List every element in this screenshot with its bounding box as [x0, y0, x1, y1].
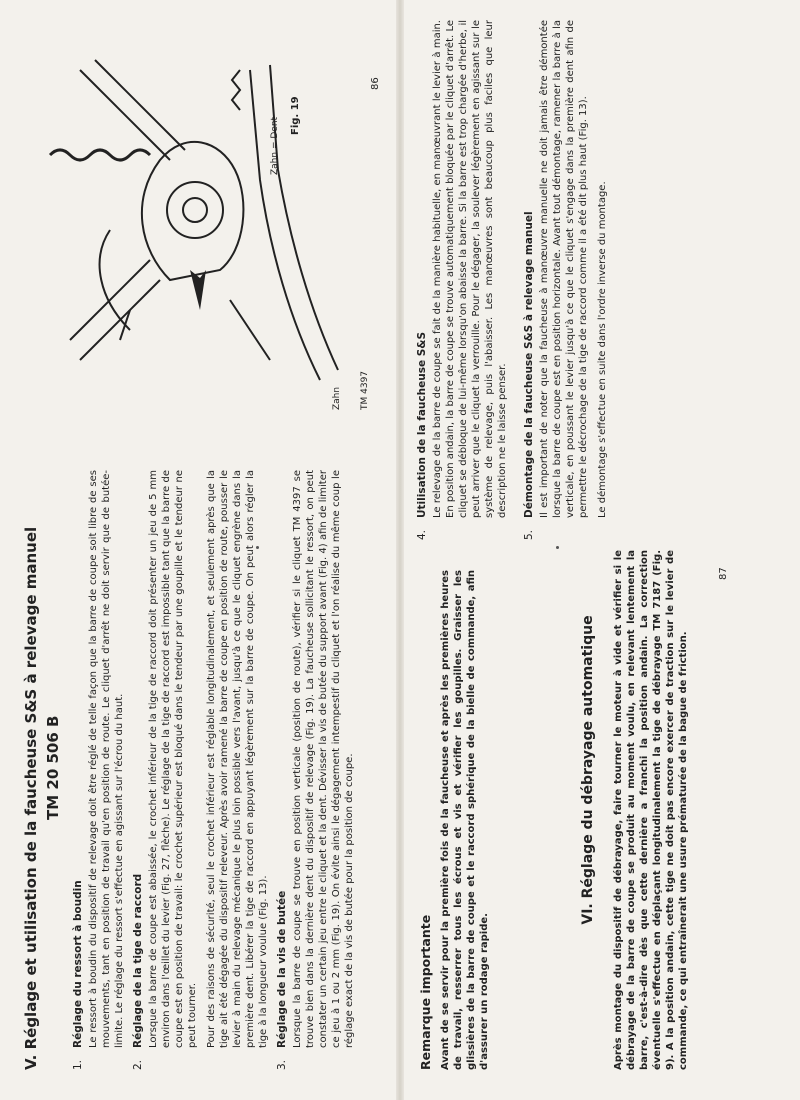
section-title-3: 3.Réglage de la vis de butée [276, 890, 288, 1070]
page-number: 87 [718, 567, 729, 580]
section-paragraph: Lorsque la barre de coupe se trouve en position verticale (position de route), vérifier si le cliquet TM 4397 se trouve bien dans la dernière dent du dispositif de relevage (Fig. 19). La faucheuse sollicitant le ressort, on peut constater un certain jeu entre le cliquet et la dent. Dévisser la vis de butée du support avant (Fig. 4) afin de limiter ce jeu à 1 ou 2 mm (Fig. 19). On évite ainsi le dégagement intempestif du cliquet et l'on réalise du même coup le réglage exact de la vis de butée pour la position de coupe. [292, 470, 355, 1048]
section-paragraph: Pour des raisons de sécurité, seul le crochet inférieur est réglable longitudinalement, et seulement après que la tige ait été dégagée du dispositif releveur. Après avoir ramené la barre de coupe en position de route, pousser le levier à main du relevage mécanique le plus loin possible vers l'avant, jusqu'à ce que le cliquet engrène dans la première dent. Libérer la tige de raccord en appuyant légèrement sur la barre de coupe. On peut alors régler la tige à la longueur voulue (Fig. 13). [206, 470, 269, 1048]
section-paragraph: Lorsque la barre de coupe est abaissée, le crochet inférieur de la tige de raccord doit présenter un jeu de 5 mm environ dans l'œillet du levier (Fig. 27, flèche). Le réglage de la tige de raccord est impossible tant que la barre de coupe est en position de travail: le crochet supérieur est bloqué dans le tendeur par une goupille et le tendeur ne peut tourner. [148, 470, 198, 1048]
chapter-text: Après montage du dispositif de débrayage, faire tourner le moteur à vide et vérifier si le débrayage de la barre de coupe se produit au moment voulu, en relevant lentement la barre, c'est-à-dire dès que cette dernière a franchi la position andain. La correction éventuelle s'effectue en déplaçant longitudinalement la tige de débrayage TM 7187 (Fig. 9). A la position andain, cette tige ne doit pas encore exercer de traction sur le levier de commande, ce qui entraînerait une usure prématurée de la bague de friction. [613, 550, 689, 1070]
page-number: 86 [370, 77, 381, 90]
figure-label-part: TM 4397 [360, 370, 370, 410]
chapter-title: V. Réglage et utilisation de la faucheuse S&S à relevage manuel [22, 526, 40, 1070]
chapter-subtitle: TM 20 506 B [44, 715, 62, 820]
section-title-2: 2.Réglage de la tige de raccord [132, 873, 144, 1070]
mechanism-figure [20, 40, 350, 400]
figure-legend: Zahn = Dent [270, 116, 280, 175]
section-title-1: 1.Réglage du ressort à boudin [72, 880, 84, 1070]
right-page [400, 0, 800, 1100]
chapter-title-vi: VI. Réglage du débrayage automatique [580, 615, 596, 925]
section-title-5: 5.Démontage de la faucheuse S&S à relevage manuel [523, 211, 535, 540]
section-title-4: 4.Utilisation de la faucheuse S&S [416, 331, 428, 540]
remark-text: Avant de se servir pour la première fois de la faucheuse et après les premières heures de travail, resserrer tous les écrous et vis et vérifier les goupilles. Graisser les glissières de la barre de coupe et le raccord sphérique de la bielle de commande, afin d'assurer un rodage rapide. [440, 570, 490, 1070]
section-paragraph: Le démontage s'effectue en suite dans l'ordre inverse du montage. [597, 181, 608, 518]
section-paragraph: Le ressort à boudin du dispositif de relevage doit être réglé de telle façon que la barre de coupe soit libre de ses mouvements, tant en position de travail qu'en position de route. Le cliquet d'arrêt ne doit servir que de butée-limite. Le réglage du ressort s'effectue en agissant sur l'écrou du haut. [88, 470, 125, 1048]
figure-caption: Fig. 19 [290, 96, 301, 135]
remark-title: Remarque importante [418, 914, 433, 1070]
figure-label-zahn: Zahn [332, 386, 342, 410]
section-paragraph: Le relevage de la barre de coupe se fait de la manière habituelle, en manœuvrant le levier à main. En position andain, la barre de coupe se trouve automatiquement bloquée par le cliquet d'arrêt. Le cliquet se débloque de lui-même lorsqu'on abaisse la barre. Si la barre est trop chargée d'herbe, il peut arriver que le cliquet la verrouille. Pour le dégager, la soulever légèrement en agissant sur le système de relevage, puis l'abaisser. Les manœuvres sont beaucoup plus faciles que leur description ne le laisse penser. [432, 20, 508, 518]
section-paragraph: Il est important de noter que la faucheuse à manœuvre manuelle ne doit jamais être démontée lorsque la barre de coupe est en position horizontale. Avant tout démontage, ramener la barre à la verticale, en poussant le levier jusqu'à ce que le cliquet s'engage dans la première dent afin de permettre le décrochage de la tige de raccord comme il a été dit plus haut (Fig. 13). [539, 20, 589, 518]
